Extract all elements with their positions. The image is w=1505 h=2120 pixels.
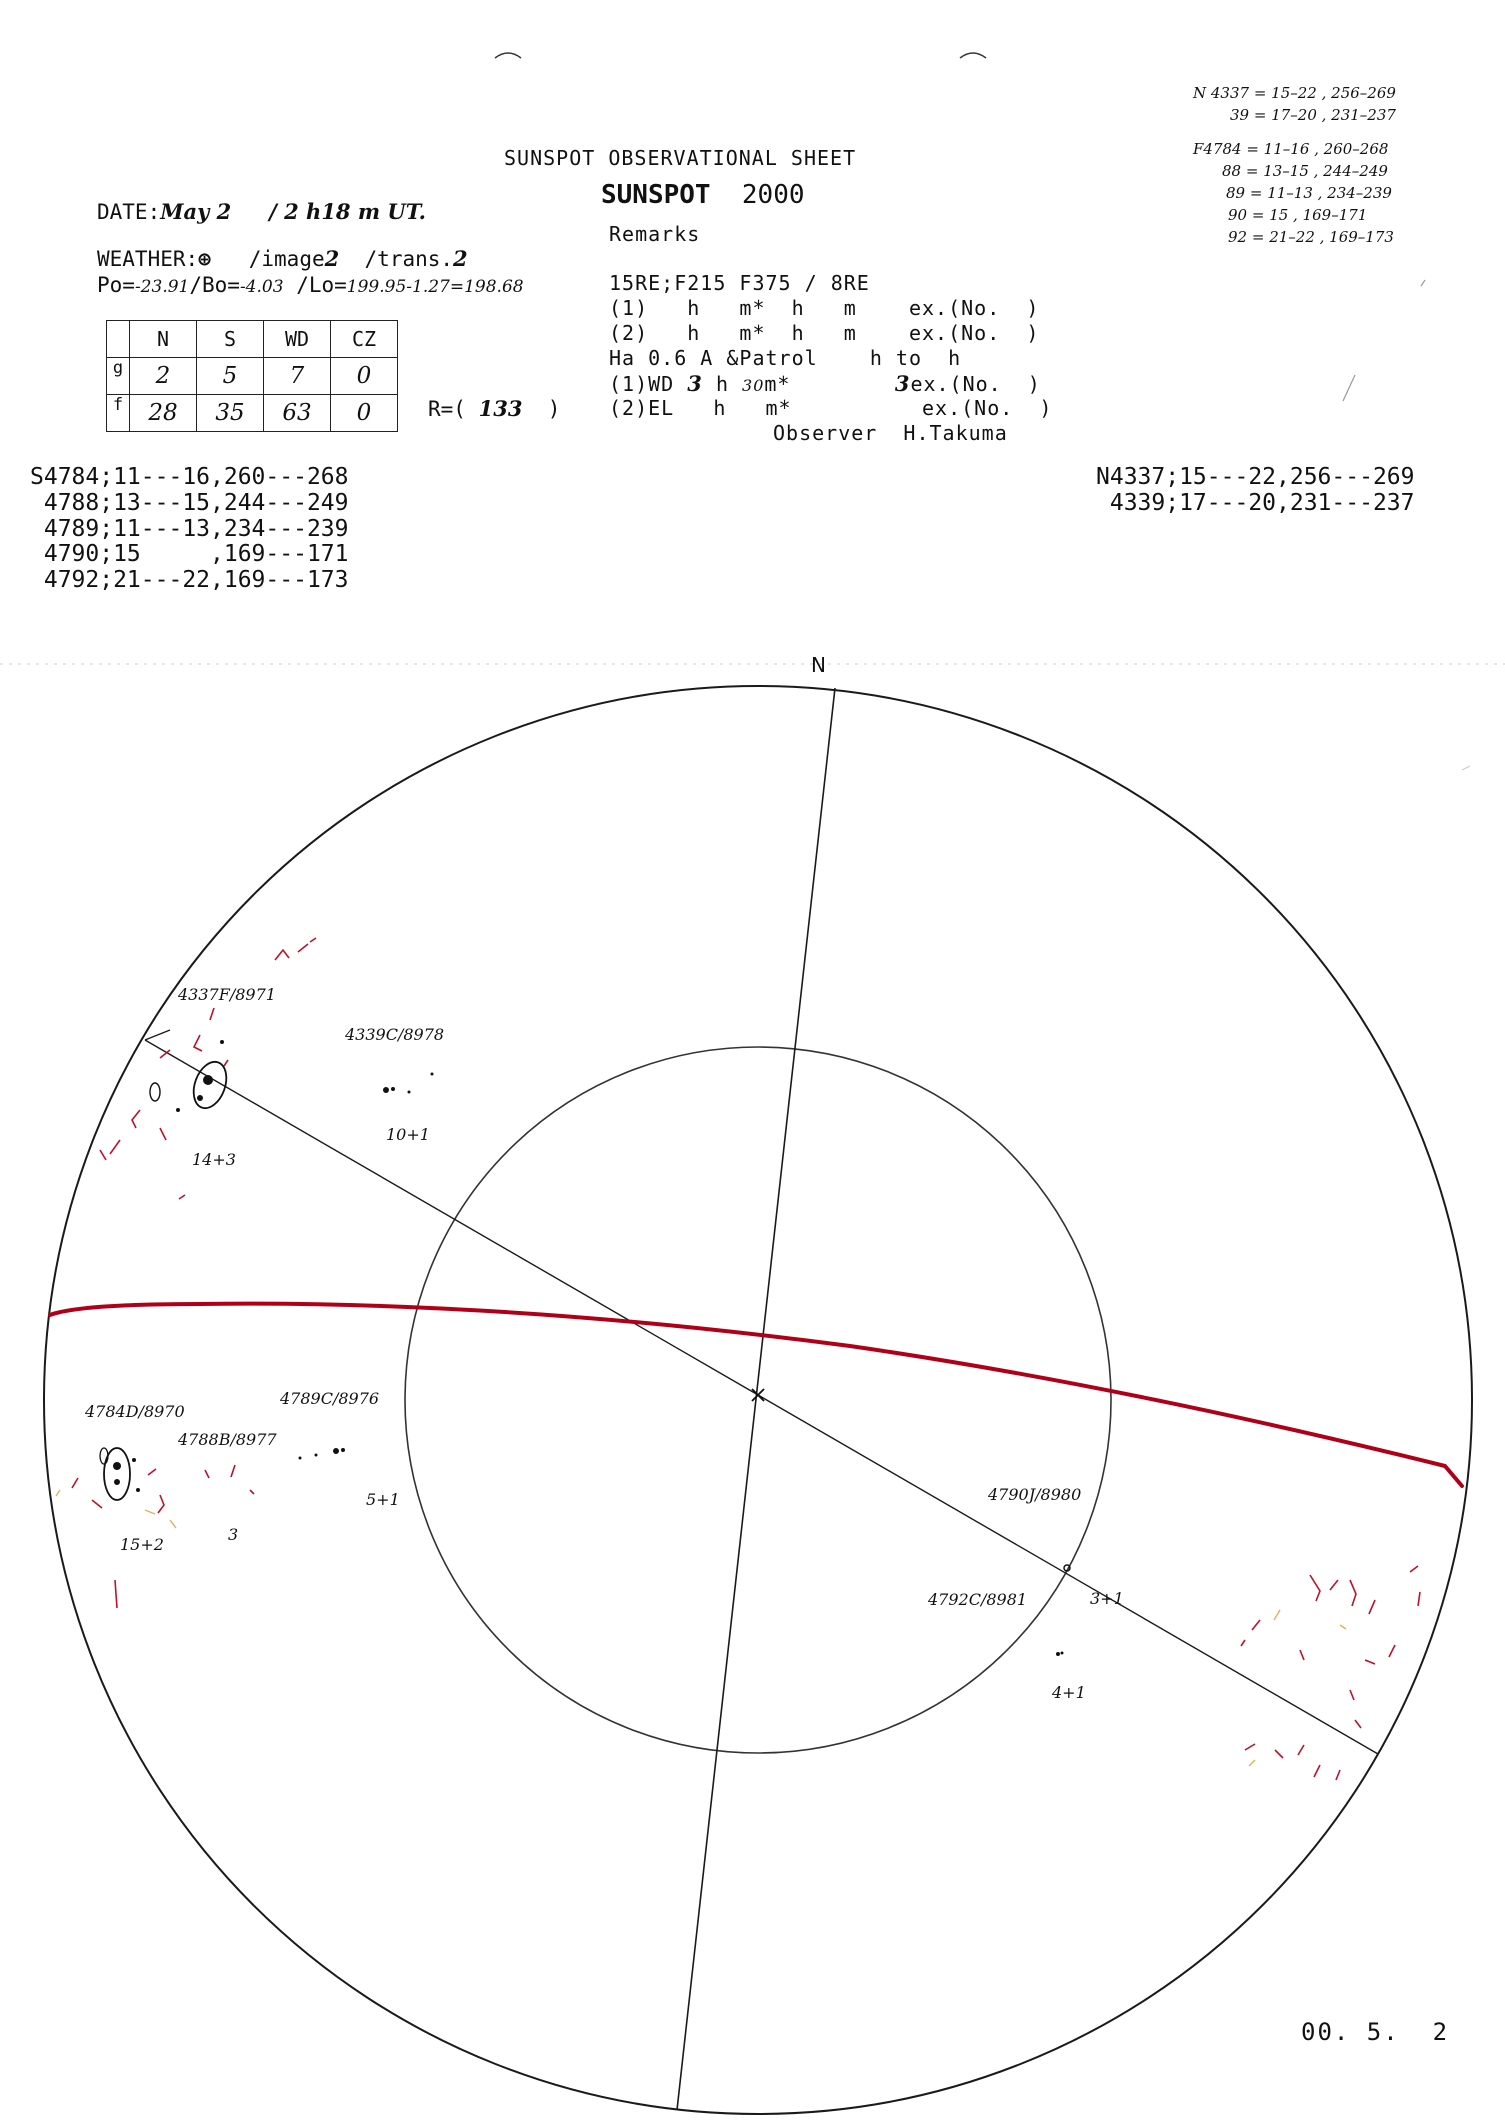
time-value: / 2 h18 m UT. — [269, 199, 426, 224]
position-angle-tick — [145, 1030, 170, 1040]
faint-facula-markings — [56, 1490, 176, 1528]
group-count-4784: 15+2 — [120, 1535, 164, 1554]
corner-note-3: F4784 = 11–16 , 260–268 — [1193, 140, 1389, 158]
weather-label: WEATHER: — [97, 247, 199, 271]
group-4789 — [279, 1389, 400, 1509]
remarks-line-5-minute: 30 — [742, 376, 765, 395]
table-header-cz: CZ — [331, 321, 398, 358]
stray-mark — [1343, 375, 1355, 401]
group-count-4792: 4+1 — [1052, 1683, 1086, 1702]
sunspot-dot — [136, 1488, 140, 1492]
right-limb-facula-markings — [1241, 1566, 1420, 1780]
table-row-label-f: f — [107, 395, 130, 432]
table-cell-f-cz: 0 — [331, 395, 398, 432]
remarks-line-3: (2) h m* h m ex.(No. ) — [609, 321, 1040, 345]
table-cell-g-s: 5 — [197, 358, 264, 395]
date-stamp: 00. 5. 2 — [1301, 2018, 1450, 2046]
remarks-heading: Remarks — [609, 222, 701, 246]
group-label-4788: 4788B/8977 — [178, 1430, 277, 1449]
group-count-4337: 14+3 — [192, 1150, 236, 1169]
remarks-line-5-hour: 3 — [687, 371, 703, 396]
date-label: DATE: — [97, 200, 161, 224]
corner-note-4: 88 = 13–15 , 244–249 — [1222, 162, 1388, 180]
table-header-wd: WD — [264, 321, 331, 358]
group-4792 — [927, 1590, 1086, 1702]
sunspot-dot — [383, 1087, 389, 1093]
corner-note-6: 90 = 15 , 169–171 — [1228, 206, 1368, 224]
south-region-2: 4788;13---15,244---249 — [30, 490, 349, 516]
group-4339 — [344, 1025, 444, 1144]
disk-center-cross — [752, 1389, 764, 1401]
observer-name: H.Takuma — [903, 421, 1008, 445]
north-region-2: 4339;17---20,231---237 — [1096, 490, 1415, 516]
corner-note-2: 39 = 17–20 , 231–237 — [1230, 106, 1396, 124]
sunspot-dot — [431, 1073, 434, 1076]
date-value: May 2 — [160, 199, 232, 224]
po-label: Po= — [97, 273, 135, 297]
remarks-line-5-prefix: (1)WD — [609, 372, 675, 396]
group-label-4789: 4789C/8976 — [280, 1389, 380, 1408]
sunspot-umbra — [114, 1479, 120, 1485]
sunspot-dot — [408, 1091, 411, 1094]
group-count-4339: 10+1 — [386, 1125, 430, 1144]
sunspot-dot — [1061, 1652, 1064, 1655]
image-label: /image — [248, 247, 325, 271]
north-label: N — [811, 653, 826, 677]
sunspot-umbra — [113, 1462, 121, 1470]
binder-hole-mark-left — [495, 53, 521, 58]
sheet-title: SUNSPOT OBSERVATIONAL SHEET — [504, 146, 857, 170]
group-4788 — [177, 1430, 302, 1544]
lo-value: 199.95-1.27=198.68 — [346, 277, 524, 297]
sunspot-dot — [391, 1087, 395, 1091]
observer-label: Observer — [773, 421, 878, 445]
group-label-4337: 4337F/8971 — [178, 985, 276, 1004]
trans-value: 2 — [453, 246, 468, 271]
table-header-s: S — [197, 321, 264, 358]
table-cell-g-cz: 0 — [331, 358, 398, 395]
sunspot-dot — [315, 1454, 318, 1457]
table-cell-g-n: 2 — [130, 358, 197, 395]
solar-limb-circle — [44, 686, 1472, 2114]
remarks-line-2: (1) h m* h m ex.(No. ) — [609, 296, 1040, 320]
sunspot-brand-word: SUNSPOT — [601, 180, 711, 210]
polar-axis-line — [677, 688, 835, 2110]
sunspot-penumbra — [150, 1083, 160, 1101]
sunspot-dot — [341, 1448, 345, 1452]
group-count-4788: 3 — [228, 1525, 239, 1544]
sunspot-dot — [220, 1040, 224, 1044]
group-label-4784: 4784D/8970 — [85, 1402, 185, 1421]
sunspot-dot — [299, 1457, 302, 1460]
group-count-4790: 3+1 — [1090, 1589, 1124, 1608]
weather-value: ⊕ — [198, 247, 211, 271]
r-label: R=( — [428, 397, 466, 421]
sunspot-dot — [1056, 1652, 1060, 1656]
table-cell-f-s: 35 — [197, 395, 264, 432]
group-4337 — [100, 938, 316, 1199]
bo-value: -4.03 — [239, 277, 284, 297]
group-count-4789: 5+1 — [366, 1490, 400, 1509]
sunspot-umbra — [197, 1095, 203, 1101]
sunspot-penumbra — [188, 1057, 233, 1112]
trans-label: /trans. — [364, 247, 454, 271]
stray-mark — [1462, 766, 1470, 770]
remarks-line-5-h: h — [715, 372, 729, 396]
sunspot-dot — [176, 1108, 180, 1112]
table-header-n: N — [130, 321, 197, 358]
sunspot-dot — [132, 1458, 136, 1462]
image-value: 2 — [324, 246, 340, 271]
remarks-line-5-ex-num: 3 — [894, 371, 911, 396]
corner-note-7: 92 = 21–22 , 169–173 — [1228, 228, 1394, 246]
remarks-line-4: Ha 0.6 A &Patrol h to h — [609, 346, 962, 370]
south-region-3: 4789;11---13,234---239 — [30, 516, 349, 542]
corner-note-1: N 4337 = 15–22 , 256–269 — [1193, 84, 1396, 102]
remarks-line-5-rest: m* — [764, 372, 791, 396]
remarks-line-1: 15RE;F215 F375 / 8RE — [609, 271, 870, 295]
table-row-label-g: g — [107, 358, 130, 395]
stray-mark — [1421, 280, 1425, 286]
table-cell-f-n: 28 — [130, 395, 197, 432]
south-region-1: S4784;11---16,260---268 — [30, 464, 349, 490]
inner-reference-circle — [405, 1047, 1111, 1753]
r-close: ) — [547, 397, 561, 421]
sunspot-umbra — [203, 1075, 213, 1085]
r-value: 133 — [478, 396, 523, 421]
south-region-5: 4792;21---22,169---173 — [30, 567, 349, 593]
sunspot-dot — [333, 1448, 339, 1454]
group-label-4792: 4792C/8981 — [928, 1590, 1028, 1609]
po-value: -23.91 — [134, 277, 190, 297]
group-label-4339: 4339C/8978 — [345, 1025, 445, 1044]
remarks-line-6: (2)EL h m* ex.(No. ) — [609, 396, 1053, 420]
group-label-4790: 4790J/8980 — [988, 1485, 1082, 1504]
north-region-1: N4337;15---22,256---269 — [1096, 464, 1415, 490]
sunspot-year: 2000 — [741, 180, 805, 210]
bo-label: /Bo= — [189, 273, 240, 297]
south-region-4: 4790;15 ,169---171 — [30, 541, 349, 567]
remarks-line-5-ex: ex.(No. ) — [910, 372, 1041, 396]
table-cell-g-wd: 7 — [264, 358, 331, 395]
lo-label: /Lo= — [296, 273, 347, 297]
corner-note-5: 89 = 11–13 , 234–239 — [1226, 184, 1392, 202]
binder-hole-mark-right — [960, 53, 986, 58]
table-cell-f-wd: 63 — [264, 395, 331, 432]
